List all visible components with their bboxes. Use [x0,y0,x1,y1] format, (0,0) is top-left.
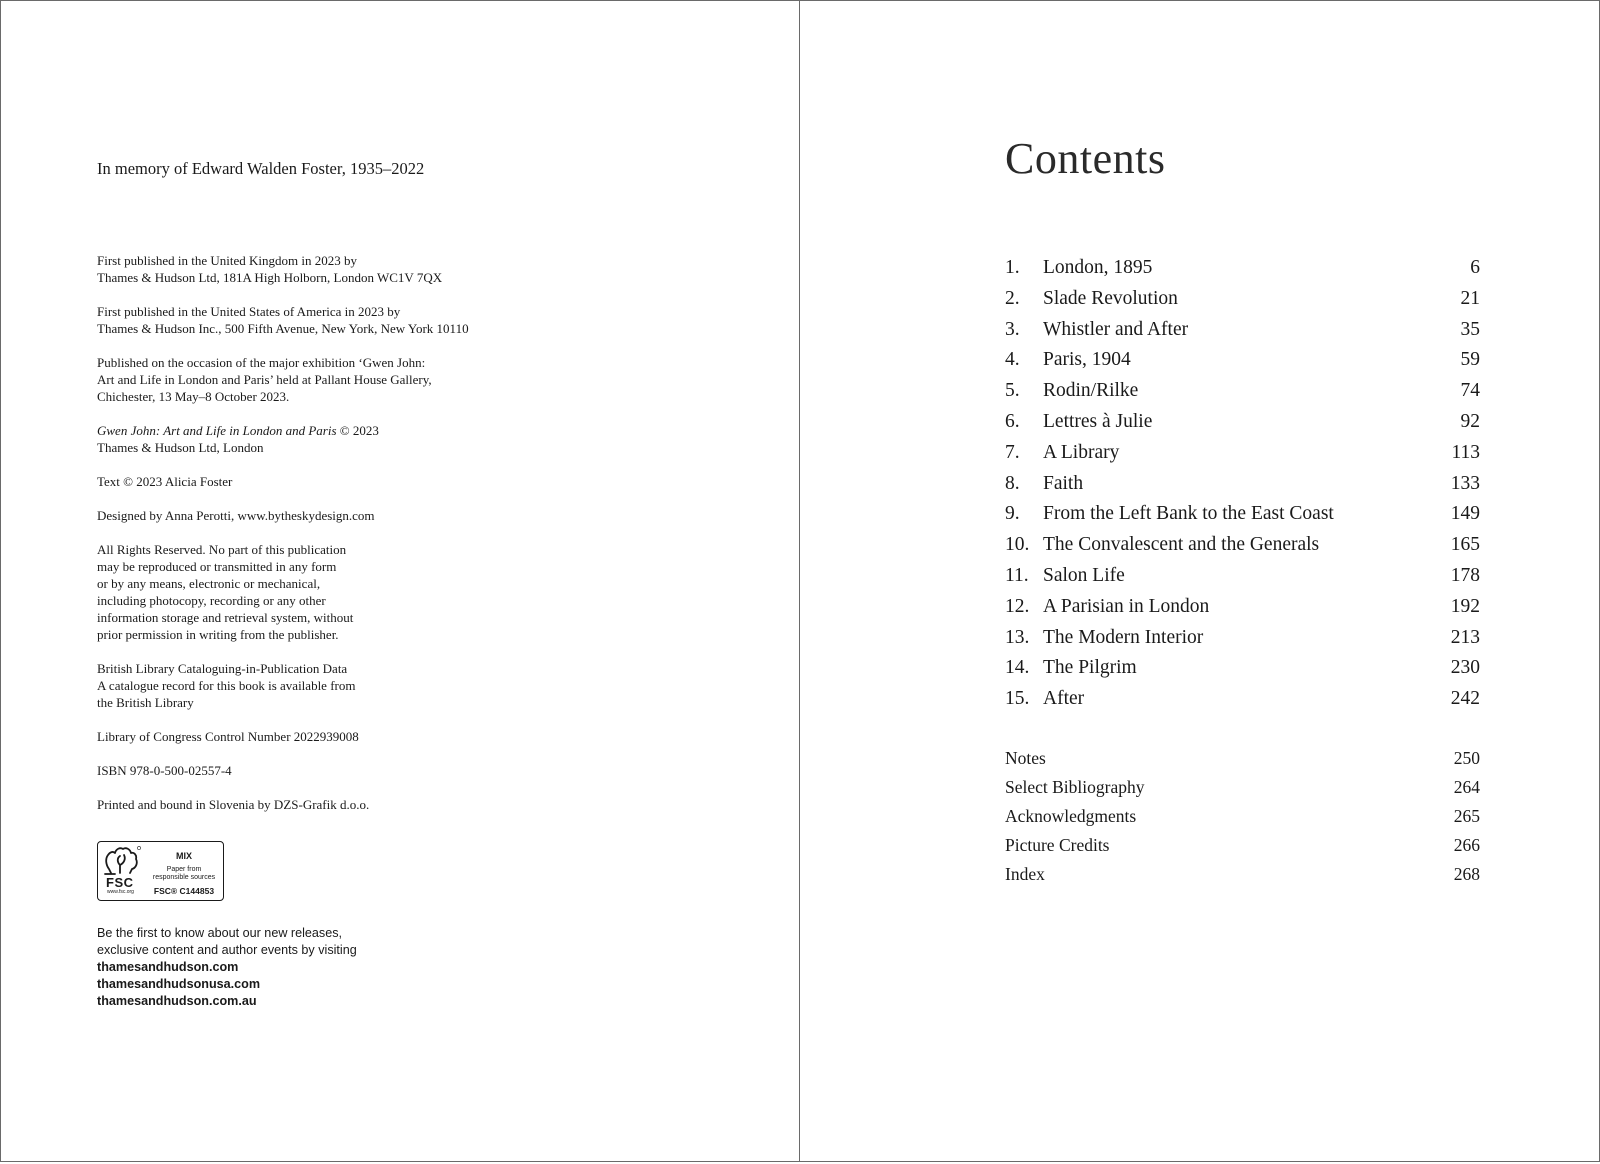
page-number: 92 [1460,410,1480,432]
imprint-rights [97,541,617,643]
toc-entry[interactable] [1005,592,1480,623]
chapter-number: 5. [1005,380,1020,402]
imprint-line: Art and Life in London and Paris’ held at Pallant House Gallery, [97,372,432,387]
website-link[interactable]: thamesandhudson.com.au [97,994,257,1008]
imprint-line: information storage and retrieval system, without [97,610,354,625]
chapter-title: Slade Revolution [1043,287,1178,309]
imprint-copyright-book [97,422,617,456]
imprint-isbn [97,762,617,779]
page-number: 192 [1450,595,1480,617]
page-number: 264 [1453,777,1480,797]
chapter-title: After [1043,688,1085,710]
imprint-line: ISBN 978-0-500-02557-4 [97,763,232,778]
promo-block [97,925,357,1010]
chapter-number: 8. [1005,472,1020,494]
toc-entry[interactable] [1005,623,1480,654]
left-page [0,0,800,1162]
backmatter-entry[interactable] [1005,773,1480,802]
toc-entry[interactable] [1005,438,1480,469]
page-number: 268 [1453,864,1480,884]
fsc-logo [97,841,224,901]
chapter-number: 10. [1005,534,1030,556]
imprint-line: Chichester, 13 May–8 October 2023. [97,389,290,404]
imprint-copyright-text [97,473,617,490]
imprint-line: A catalogue record for this book is available from [97,678,356,693]
page-number: 230 [1450,657,1480,679]
toc-entry[interactable] [1005,253,1480,284]
toc-entry[interactable] [1005,315,1480,346]
imprint-line: the British Library [97,695,194,710]
chapter-number: 7. [1005,441,1020,463]
promo-text: Be the first to know about our new releases, [97,926,343,940]
copyright-year: © 2023 [336,423,379,438]
right-page [799,0,1600,1162]
page-number: 6 [1470,257,1480,278]
page-number: 178 [1450,564,1480,586]
page-number: 113 [1451,441,1480,463]
backmatter-title: Select Bibliography [1005,777,1145,797]
fsc-description-line: Paper from [166,866,202,873]
fsc-mix-label: MIX [175,851,192,861]
page-number: 213 [1450,626,1480,648]
imprint-block [97,252,617,830]
toc-entry[interactable] [1005,561,1480,592]
page-number: 21 [1460,287,1480,309]
chapter-title: Lettres à Julie [1043,410,1153,432]
imprint-line: Thames & Hudson Ltd, 181A High Holborn, London WC1V 7QX [97,270,443,285]
backmatter-title: Picture Credits [1005,835,1110,855]
website-link[interactable]: thamesandhudsonusa.com [97,977,261,991]
fsc-tree-icon [103,845,143,877]
imprint-line: Text © 2023 Alicia Foster [97,474,233,489]
backmatter-title: Acknowledgments [1005,806,1137,826]
chapter-title: A Library [1043,441,1120,463]
chapter-number: 6. [1005,410,1020,432]
chapter-number: 15. [1005,688,1030,710]
website-link[interactable]: thamesandhudson.com [97,960,239,974]
fsc-description-line: responsible sources [152,874,216,881]
chapter-number: 4. [1005,349,1020,371]
toc-entry[interactable] [1005,284,1480,315]
promo-text: exclusive content and author events by visiting [97,943,357,957]
chapter-title: Faith [1043,472,1084,494]
chapter-number: 12. [1005,595,1030,617]
imprint-line: Published on the occasion of the major exhibition ‘Gwen John: [97,355,426,370]
chapter-title: Paris, 1904 [1043,349,1131,371]
imprint-line: including photocopy, recording or any other [97,593,326,608]
chapter-title: Rodin/Rilke [1043,380,1139,402]
contents-title: Contents [1005,134,1166,183]
chapter-title: A Parisian in London [1043,595,1210,617]
chapter-number: 9. [1005,503,1020,525]
chapter-number: 1. [1005,257,1020,278]
page-number: 149 [1450,503,1480,525]
imprint-line: First published in the United Kingdom in 2023 by [97,253,357,268]
fsc-description [146,866,222,882]
fsc-license-code: FSC® C144853 [153,886,215,896]
toc-entry[interactable] [1005,407,1480,438]
toc-entry[interactable] [1005,499,1480,530]
page-number: 74 [1460,380,1480,402]
imprint-designer [97,507,617,524]
imprint-line: Thames & Hudson Ltd, London [97,440,264,455]
chapter-title: The Convalescent and the Generals [1043,534,1320,556]
imprint-us-publication [97,303,617,337]
imprint-loc-number [97,728,617,745]
chapter-title: Salon Life [1043,564,1125,586]
page-number: 35 [1460,318,1480,340]
toc-entry[interactable] [1005,345,1480,376]
dedication: In memory of Edward Walden Foster, 1935–2022 [97,159,425,178]
chapter-number: 11. [1005,564,1029,586]
page-number: 59 [1460,349,1480,371]
chapter-list [1005,253,1480,715]
chapter-title: The Modern Interior [1043,626,1204,648]
imprint-line: or by any means, electronic or mechanical, [97,576,321,591]
toc-entry[interactable] [1005,530,1480,561]
imprint-line: British Library Cataloguing-in-Publication Data [97,661,348,676]
backmatter-entry[interactable] [1005,802,1480,831]
page-number: 250 [1453,748,1480,768]
backmatter-title: Notes [1005,748,1046,768]
backmatter-list [1005,744,1480,889]
imprint-line: Library of Congress Control Number 2022939008 [97,729,359,744]
imprint-line: Designed by Anna Perotti, www.bytheskydesign.com [97,508,375,523]
backmatter-entry[interactable] [1005,860,1480,889]
backmatter-entry[interactable] [1005,831,1480,860]
imprint-exhibition-note [97,354,617,405]
chapter-title: The Pilgrim [1043,657,1137,679]
imprint-line: Thames & Hudson Inc., 500 Fifth Avenue, New York, New York 10110 [97,321,469,336]
chapter-title: Whistler and After [1043,318,1189,340]
imprint-line: First published in the United States of America in 2023 by [97,304,401,319]
page-number: 242 [1450,688,1480,710]
backmatter-entry[interactable] [1005,744,1480,773]
imprint-line: prior permission in writing from the publisher. [97,627,339,642]
imprint-british-library [97,660,617,711]
toc-entry[interactable] [1005,469,1480,500]
chapter-title: London, 1895 [1043,257,1153,278]
imprint-uk-publication [97,252,617,286]
imprint-line: All Rights Reserved. No part of this publication [97,542,347,557]
page-number: 266 [1453,835,1480,855]
chapter-number: 14. [1005,657,1030,679]
page-number: 165 [1450,534,1480,556]
imprint-line [97,422,617,439]
chapter-number: 3. [1005,318,1020,340]
book-title: Gwen John: Art and Life in London and Paris [97,423,337,438]
chapter-number: 13. [1005,626,1030,648]
page-number: 133 [1450,472,1480,494]
chapter-number: 2. [1005,287,1020,309]
fsc-mark: FSC [106,875,134,890]
backmatter-title: Index [1005,864,1045,884]
chapter-title: From the Left Bank to the East Coast [1043,503,1334,525]
imprint-line: Printed and bound in Slovenia by DZS-Grafik d.o.o. [97,797,370,812]
page-number: 265 [1453,806,1480,826]
imprint-line: may be reproduced or transmitted in any form [97,559,337,574]
toc-entry[interactable] [1005,653,1480,684]
toc-entry[interactable] [1005,376,1480,407]
imprint-printer [97,796,617,813]
fsc-url: www.fsc.org [107,889,134,895]
toc-entry[interactable] [1005,684,1480,715]
